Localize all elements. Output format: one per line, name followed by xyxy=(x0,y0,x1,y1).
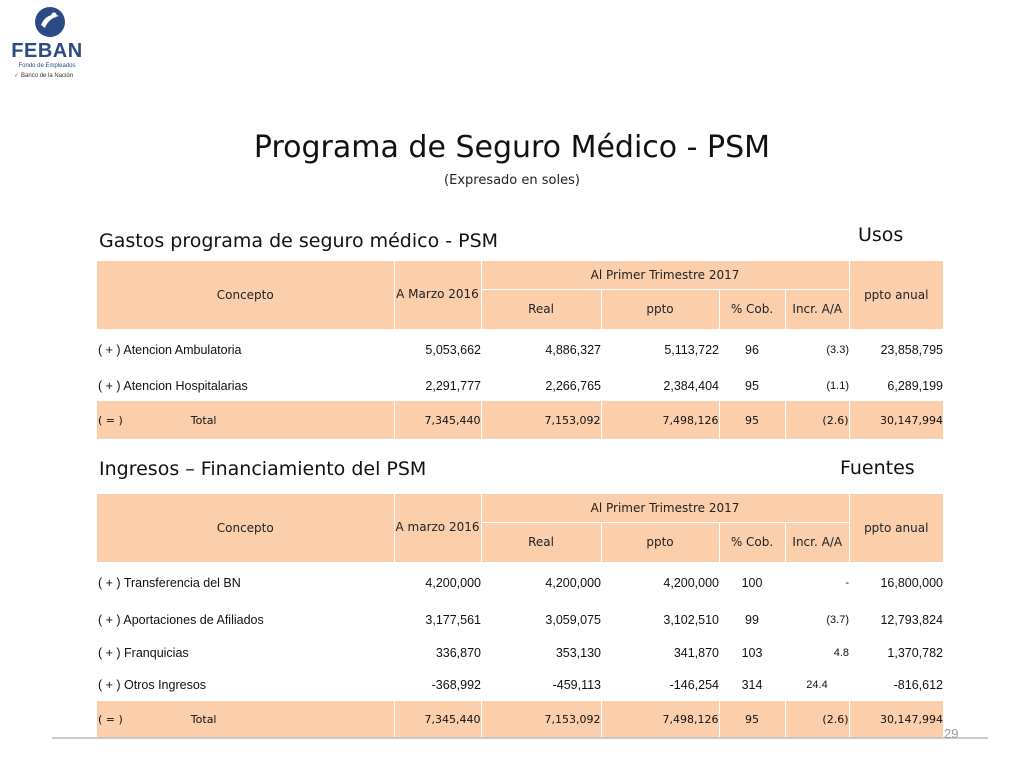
cell-ppto-anual: -816,612 xyxy=(893,678,943,692)
ingresos-section-title: Ingresos – Financiamiento del PSM xyxy=(99,458,427,480)
cell-ppto: 5,113,722 xyxy=(664,342,719,357)
table-row xyxy=(97,636,943,669)
cell-cob: 99 xyxy=(745,613,759,627)
cell-ppto: 7,498,126 xyxy=(601,701,719,738)
gastos-header-a-marzo: A Marzo 2016 xyxy=(394,261,481,329)
total-label: Total xyxy=(190,713,217,726)
cell-cob: 95 xyxy=(719,401,785,439)
gastos-section-title: Gastos programa de seguro médico - PSM xyxy=(99,230,499,252)
cell-cob: 95 xyxy=(719,701,785,738)
cell-a-marzo: 5,053,662 xyxy=(425,342,481,357)
cell-a-marzo: 4,200,000 xyxy=(425,576,481,591)
logo-brand-text: FEBAN xyxy=(11,40,83,62)
ingresos-header-a-marzo: A marzo 2016 xyxy=(394,494,481,562)
cell-real: 4,886,327 xyxy=(545,342,601,357)
gastos-header-real: Real xyxy=(481,289,601,329)
cell-real: -459,113 xyxy=(552,678,601,692)
cell-cob: 96 xyxy=(745,342,759,357)
cell-incr: (3.3) xyxy=(826,343,849,356)
cell-ppto-anual: 16,800,000 xyxy=(880,576,943,591)
ingresos-header-incr: Incr. A/A xyxy=(785,522,849,562)
cell-a-marzo: 7,345,440 xyxy=(394,701,481,738)
total-row xyxy=(97,701,943,738)
cell-real: 353,130 xyxy=(555,645,601,660)
feban-logo xyxy=(8,6,86,84)
ingresos-header-cob: % Cob. xyxy=(719,522,785,562)
cell-incr: 24.4 xyxy=(806,679,828,691)
cell-ppto: 2,384,404 xyxy=(663,378,719,393)
gastos-table xyxy=(97,261,943,439)
cell-ppto: 3,102,510 xyxy=(663,613,719,627)
bank-mark-icon: ✓ xyxy=(14,73,20,79)
cell-cob: 103 xyxy=(741,645,763,660)
cell-ppto: -146,254 xyxy=(669,678,719,692)
cell-a-marzo: 7,345,440 xyxy=(394,401,481,439)
logo-subtitle: Fondo de Empleados xyxy=(18,63,76,69)
total-label: Total xyxy=(190,413,217,427)
ingresos-tag: Fuentes xyxy=(840,457,915,479)
cell-incr: 4.8 xyxy=(833,646,849,659)
table-row xyxy=(97,604,943,636)
cell-total-label xyxy=(97,701,394,738)
ingresos-header-ppto: ppto xyxy=(601,522,719,562)
cell-incr: - xyxy=(845,577,849,590)
ingresos-header-concepto: Concepto xyxy=(97,494,394,562)
cell-a-marzo: -368,992 xyxy=(431,678,481,692)
cell-real: 7,153,092 xyxy=(481,401,601,439)
cell-incr: (2.6) xyxy=(785,401,849,439)
cell-real: 7,153,092 xyxy=(481,701,601,738)
footer-divider xyxy=(52,737,988,739)
total-row xyxy=(97,401,943,439)
cell-a-marzo: 336,870 xyxy=(435,645,481,660)
cell-real: 3,059,075 xyxy=(545,613,601,627)
logo-bank xyxy=(14,72,88,79)
table-row xyxy=(97,329,943,370)
cell-cob: 314 xyxy=(741,678,763,692)
cell-concepto: ( + ) Transferencia del BN xyxy=(98,576,241,591)
cell-ppto: 7,498,126 xyxy=(601,401,719,439)
gastos-header-ppto: ppto xyxy=(601,289,719,329)
cell-ppto-anual: 6,289,199 xyxy=(887,378,943,393)
cell-a-marzo: 3,177,561 xyxy=(425,613,481,627)
page-subtitle: (Expresado en soles) xyxy=(444,173,580,188)
cell-real: 2,266,765 xyxy=(545,378,601,393)
cell-total-label xyxy=(97,401,394,439)
cell-concepto: ( + ) Otros Ingresos xyxy=(98,678,207,692)
cell-ppto: 4,200,000 xyxy=(663,576,719,591)
total-prefix: ( = ) xyxy=(98,413,123,427)
gastos-header-incr: Incr. A/A xyxy=(785,289,849,329)
table-row xyxy=(97,562,943,604)
cell-ppto-anual: 12,793,824 xyxy=(880,613,943,627)
cell-concepto: ( + ) Franquicias xyxy=(98,645,189,660)
gastos-header-concepto: Concepto xyxy=(97,261,394,329)
cell-ppto-anual: 30,147,994 xyxy=(849,701,943,738)
gastos-header-cob: % Cob. xyxy=(719,289,785,329)
ingresos-header-real: Real xyxy=(481,522,601,562)
gastos-header-group: Al Primer Trimestre 2017 xyxy=(481,261,849,289)
cell-cob: 95 xyxy=(745,378,759,393)
cell-incr: (2.6) xyxy=(785,701,849,738)
cell-a-marzo: 2,291,777 xyxy=(425,378,481,393)
page-number: 29 xyxy=(944,726,959,741)
logo-bank-text: Banco de la Nación xyxy=(21,73,74,79)
table-row xyxy=(97,669,943,701)
ingresos-header-ppto-anual: ppto anual xyxy=(849,494,943,562)
gastos-tag: Usos xyxy=(858,224,904,246)
cell-incr: (3.7) xyxy=(826,614,849,626)
table-row xyxy=(97,370,943,401)
page-title: Programa de Seguro Médico - PSM xyxy=(253,130,771,165)
cell-ppto: 341,870 xyxy=(673,645,719,660)
cell-incr: (1.1) xyxy=(826,379,849,392)
total-prefix: ( = ) xyxy=(98,713,123,726)
cell-concepto: ( + ) Atencion Ambulatoria xyxy=(98,342,242,357)
globe-logo-icon xyxy=(34,6,66,38)
cell-real: 4,200,000 xyxy=(545,576,601,591)
cell-concepto: ( + ) Atencion Hospitalarias xyxy=(98,378,248,393)
cell-cob: 100 xyxy=(741,576,763,591)
cell-ppto-anual: 23,858,795 xyxy=(880,342,943,357)
ingresos-header-group: Al Primer Trimestre 2017 xyxy=(481,494,849,522)
cell-ppto-anual: 1,370,782 xyxy=(887,645,943,660)
ingresos-table xyxy=(97,494,943,738)
cell-ppto-anual: 30,147,994 xyxy=(849,401,943,439)
cell-concepto: ( + ) Aportaciones de Afiliados xyxy=(98,613,264,627)
gastos-header-ppto-anual: ppto anual xyxy=(849,261,943,329)
